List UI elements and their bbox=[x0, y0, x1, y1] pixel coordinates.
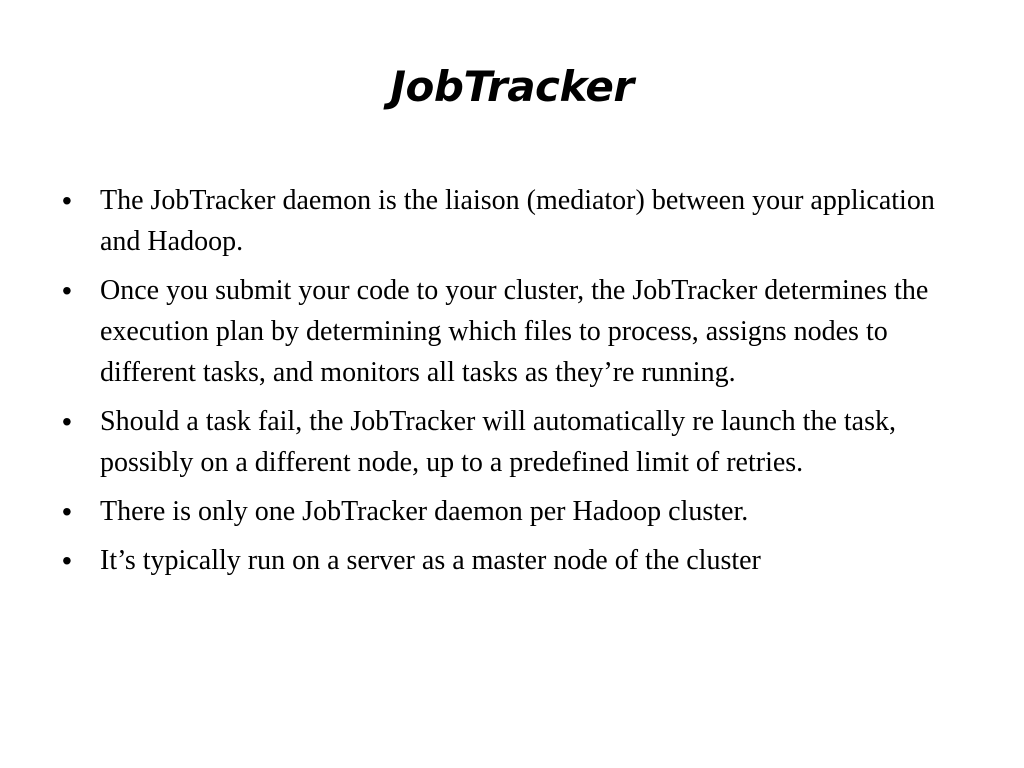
slide-title: JobTracker bbox=[390, 62, 634, 111]
bullet-icon: • bbox=[62, 496, 72, 527]
bullet-text: Once you submit your code to your cluster, the JobTracker determines the execution plan by determining which files to process, assigns nodes to different tasks, and monitors all tasks as they’re running. bbox=[100, 275, 929, 388]
bullet-item bbox=[62, 540, 962, 581]
bullet-text: It’s typically run on a server as a master node of the cluster bbox=[100, 545, 761, 576]
bullet-list bbox=[62, 180, 962, 589]
bullet-item bbox=[62, 270, 962, 393]
bullet-item bbox=[62, 491, 962, 532]
bullet-icon: • bbox=[62, 406, 72, 437]
bullet-icon: • bbox=[62, 545, 72, 576]
bullet-text: Should a task fail, the JobTracker will automatically re launch the task, possibly on a different node, up to a predefined limit of retries. bbox=[100, 406, 896, 478]
bullet-item bbox=[62, 401, 962, 483]
bullet-text: There is only one JobTracker daemon per Hadoop cluster. bbox=[100, 496, 749, 527]
bullet-item bbox=[62, 180, 962, 262]
bullet-icon: • bbox=[62, 185, 72, 216]
bullet-icon: • bbox=[62, 275, 72, 306]
bullet-text: The JobTracker daemon is the liaison (mediator) between your application and Hadoop. bbox=[100, 185, 935, 257]
